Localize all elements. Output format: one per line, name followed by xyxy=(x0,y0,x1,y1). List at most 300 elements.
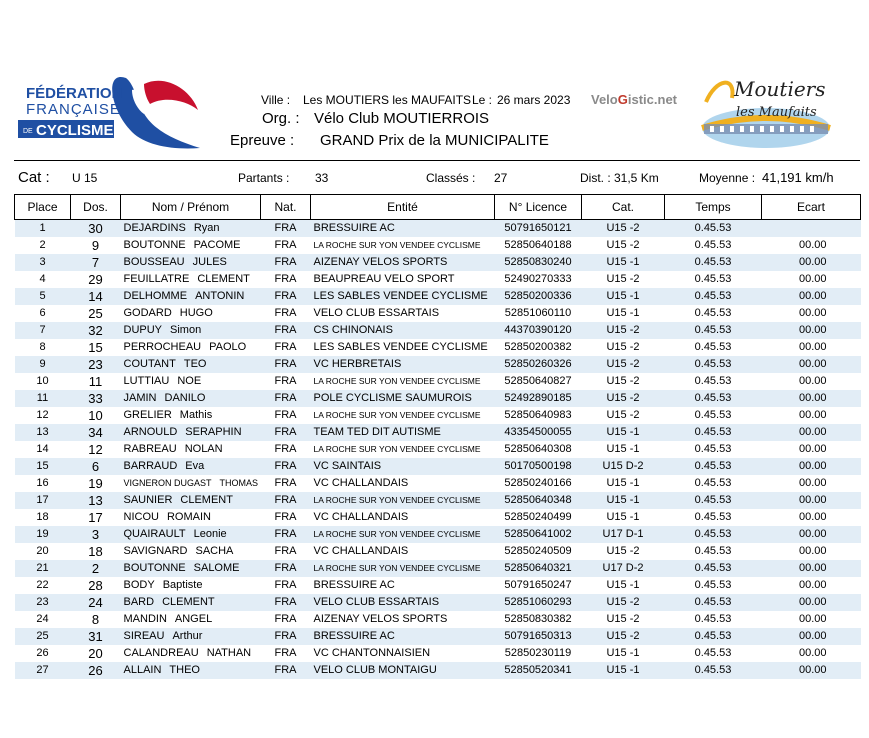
dossard-cell: 33 xyxy=(71,390,121,407)
table-row xyxy=(15,492,861,509)
last-name: PERROCHEAU xyxy=(123,341,202,353)
category-cell: U15 -2 xyxy=(582,594,665,611)
club-cell: AIZENAY VELOS SPORTS xyxy=(311,611,495,628)
table-row xyxy=(15,475,861,492)
table-row xyxy=(15,390,861,407)
category-cell: U15 D-2 xyxy=(582,458,665,475)
table-row xyxy=(15,441,861,458)
licence-cell: 44370390120 xyxy=(495,322,582,339)
time-cell: 0.45.53 xyxy=(665,492,762,509)
nationality-cell: FRA xyxy=(261,577,311,594)
place-cell: 10 xyxy=(15,373,71,390)
table-row xyxy=(15,237,861,254)
time-cell: 0.45.53 xyxy=(665,543,762,560)
moutiers-logo xyxy=(696,68,836,154)
first-name: JULES xyxy=(192,256,227,268)
first-name: THOMAS xyxy=(219,478,259,488)
club-cell: BRESSUIRE AC xyxy=(311,220,495,238)
time-cell: 0.45.53 xyxy=(665,509,762,526)
club-cell: LA ROCHE SUR YON VENDEE CYCLISME xyxy=(311,373,495,390)
time-cell: 0.45.53 xyxy=(665,373,762,390)
nationality-cell: FRA xyxy=(261,458,311,475)
first-name: Arthur xyxy=(172,630,203,642)
place-cell: 17 xyxy=(15,492,71,509)
nationality-cell: FRA xyxy=(261,662,311,679)
category-cell: U15 -1 xyxy=(582,662,665,679)
classes-label: Classés : xyxy=(426,171,476,185)
licence-cell: 52490270333 xyxy=(495,271,582,288)
category-cell: U15 -1 xyxy=(582,254,665,271)
nationality-cell: FRA xyxy=(261,628,311,645)
place-cell: 12 xyxy=(15,407,71,424)
gap-cell: 00.00 xyxy=(762,458,861,475)
place-cell: 24 xyxy=(15,611,71,628)
place-cell: 18 xyxy=(15,509,71,526)
category-cell: U15 -1 xyxy=(582,509,665,526)
category-cell: U15 -1 xyxy=(582,577,665,594)
licence-cell: 52850830382 xyxy=(495,611,582,628)
licence-cell: 52850230119 xyxy=(495,645,582,662)
nationality-cell: FRA xyxy=(261,492,311,509)
category-cell: U15 -2 xyxy=(582,237,665,254)
licence-cell: 43354500055 xyxy=(495,424,582,441)
licence-cell: 52850260326 xyxy=(495,356,582,373)
club-cell: BRESSUIRE AC xyxy=(311,628,495,645)
club-cell: POLE CYCLISME SAUMUROIS xyxy=(311,390,495,407)
last-name: SAUNIER xyxy=(123,494,173,506)
name-cell xyxy=(121,271,261,288)
licence-cell: 52850240166 xyxy=(495,475,582,492)
nationality-cell: FRA xyxy=(261,526,311,543)
nationality-cell: FRA xyxy=(261,237,311,254)
time-cell: 0.45.53 xyxy=(665,560,762,577)
name-cell xyxy=(121,424,261,441)
nationality-cell: FRA xyxy=(261,288,311,305)
column-header: Cat. xyxy=(582,195,665,220)
dossard-cell: 32 xyxy=(71,322,121,339)
place-cell: 11 xyxy=(15,390,71,407)
column-header: N° Licence xyxy=(495,195,582,220)
category-cell: U15 -1 xyxy=(582,424,665,441)
category-cell: U17 D-2 xyxy=(582,560,665,577)
epreuve-value: GRAND Prix de la MUNICIPALITE xyxy=(320,132,549,149)
category-cell: U15 -2 xyxy=(582,407,665,424)
name-cell xyxy=(121,254,261,271)
last-name: JAMIN xyxy=(123,392,157,404)
partants-value: 33 xyxy=(315,171,329,185)
place-cell: 9 xyxy=(15,356,71,373)
category-cell: U15 -2 xyxy=(582,322,665,339)
dossard-cell: 19 xyxy=(71,475,121,492)
licence-cell: 52850640983 xyxy=(495,407,582,424)
table-row xyxy=(15,271,861,288)
nationality-cell: FRA xyxy=(261,509,311,526)
name-cell xyxy=(121,288,261,305)
column-header: Nom / Prénom xyxy=(121,195,261,220)
org-value: Vélo Club MOUTIERROIS xyxy=(314,110,490,127)
last-name: VIGNERON DUGAST xyxy=(123,478,212,488)
name-cell xyxy=(121,628,261,645)
time-cell: 0.45.53 xyxy=(665,237,762,254)
place-cell: 23 xyxy=(15,594,71,611)
gap-cell: 00.00 xyxy=(762,645,861,662)
club-cell: AIZENAY VELOS SPORTS xyxy=(311,254,495,271)
category-cell: U15 -2 xyxy=(582,339,665,356)
moyenne-label: Moyenne : xyxy=(699,171,756,185)
dossard-cell: 30 xyxy=(71,220,121,238)
gap-cell: 00.00 xyxy=(762,373,861,390)
first-name: PAOLO xyxy=(209,341,247,353)
category-cell: U15 -1 xyxy=(582,288,665,305)
licence-cell: 52850200336 xyxy=(495,288,582,305)
last-name: COUTANT xyxy=(123,358,176,370)
gap-cell: 00.00 xyxy=(762,441,861,458)
table-row xyxy=(15,662,861,679)
race-summary xyxy=(14,160,860,195)
name-cell xyxy=(121,458,261,475)
last-name: NICOU xyxy=(123,511,159,523)
licence-cell: 52850520341 xyxy=(495,662,582,679)
club-cell: VC CHANTONNAISIEN xyxy=(311,645,495,662)
nationality-cell: FRA xyxy=(261,611,311,628)
licence-cell: 52850200382 xyxy=(495,339,582,356)
nationality-cell: FRA xyxy=(261,560,311,577)
first-name: Baptiste xyxy=(162,579,203,591)
gap-cell: 00.00 xyxy=(762,509,861,526)
dossard-cell: 11 xyxy=(71,373,121,390)
nationality-cell: FRA xyxy=(261,220,311,238)
name-cell xyxy=(121,526,261,543)
place-cell: 2 xyxy=(15,237,71,254)
licence-cell: 50791650247 xyxy=(495,577,582,594)
first-name: CLEMENT xyxy=(180,494,233,506)
nationality-cell: FRA xyxy=(261,407,311,424)
category-cell: U15 -2 xyxy=(582,220,665,238)
gap-cell: 00.00 xyxy=(762,424,861,441)
time-cell: 0.45.53 xyxy=(665,271,762,288)
table-row xyxy=(15,543,861,560)
gap-cell: 00.00 xyxy=(762,407,861,424)
place-cell: 27 xyxy=(15,662,71,679)
category-cell: U15 -2 xyxy=(582,628,665,645)
table-row xyxy=(15,526,861,543)
gap-cell: 00.00 xyxy=(762,611,861,628)
first-name: Mathis xyxy=(179,409,213,421)
first-name: Leonie xyxy=(193,528,227,540)
time-cell: 0.45.53 xyxy=(665,458,762,475)
licence-cell: 52850640188 xyxy=(495,237,582,254)
table-row xyxy=(15,407,861,424)
column-header: Nat. xyxy=(261,195,311,220)
dossard-cell: 34 xyxy=(71,424,121,441)
last-name: QUAIRAULT xyxy=(123,528,186,540)
first-name: ROMAIN xyxy=(166,511,211,523)
gap-cell: 00.00 xyxy=(762,356,861,373)
last-name: GODARD xyxy=(123,307,172,319)
place-cell: 1 xyxy=(15,220,71,238)
dossard-cell: 18 xyxy=(71,543,121,560)
first-name: TEO xyxy=(183,358,207,370)
first-name: PACOME xyxy=(193,239,241,251)
dossard-cell: 31 xyxy=(71,628,121,645)
table-header-row xyxy=(15,195,861,220)
licence-cell: 50791650121 xyxy=(495,220,582,238)
club-cell: VC SAINTAIS xyxy=(311,458,495,475)
dossard-cell: 6 xyxy=(71,458,121,475)
velogistic-logo: VeloGistic.net xyxy=(591,92,677,107)
category-cell: U15 -1 xyxy=(582,492,665,509)
name-cell xyxy=(121,407,261,424)
ffc-line-3: DE xyxy=(23,128,33,135)
category-cell: U15 -1 xyxy=(582,441,665,458)
first-name: Ryan xyxy=(193,222,220,234)
club-cell: LES SABLES VENDEE CYCLISME xyxy=(311,288,495,305)
last-name: BOUTONNE xyxy=(123,562,186,574)
time-cell: 0.45.53 xyxy=(665,254,762,271)
category-cell: U15 -1 xyxy=(582,475,665,492)
place-cell: 4 xyxy=(15,271,71,288)
dossard-cell: 17 xyxy=(71,509,121,526)
place-cell: 13 xyxy=(15,424,71,441)
gap-cell: 00.00 xyxy=(762,492,861,509)
last-name: GRELIER xyxy=(123,409,172,421)
licence-cell: 52850641002 xyxy=(495,526,582,543)
gap-cell: 00.00 xyxy=(762,475,861,492)
licence-cell: 52850640308 xyxy=(495,441,582,458)
club-cell: VC CHALLANDAIS xyxy=(311,543,495,560)
nationality-cell: FRA xyxy=(261,424,311,441)
time-cell: 0.45.53 xyxy=(665,356,762,373)
category-cell: U15 -2 xyxy=(582,271,665,288)
club-cell: VC CHALLANDAIS xyxy=(311,509,495,526)
time-cell: 0.45.53 xyxy=(665,577,762,594)
category-cell: U15 -1 xyxy=(582,645,665,662)
dossard-cell: 13 xyxy=(71,492,121,509)
club-cell: VC HERBRETAIS xyxy=(311,356,495,373)
gap-cell: 00.00 xyxy=(762,628,861,645)
place-cell: 19 xyxy=(15,526,71,543)
org-label: Org. : xyxy=(262,110,300,127)
licence-cell: 50170500198 xyxy=(495,458,582,475)
licence-cell: 52492890185 xyxy=(495,390,582,407)
name-cell xyxy=(121,373,261,390)
nationality-cell: FRA xyxy=(261,645,311,662)
category-cell: U15 -2 xyxy=(582,611,665,628)
table-row xyxy=(15,628,861,645)
dossard-cell: 3 xyxy=(71,526,121,543)
nationality-cell: FRA xyxy=(261,305,311,322)
last-name: BARRAUD xyxy=(123,460,178,472)
column-header: Temps xyxy=(665,195,762,220)
table-row xyxy=(15,560,861,577)
time-cell: 0.45.53 xyxy=(665,475,762,492)
first-name: SALOME xyxy=(193,562,240,574)
last-name: FEUILLATRE xyxy=(123,273,190,285)
name-cell xyxy=(121,577,261,594)
nationality-cell: FRA xyxy=(261,339,311,356)
club-cell: CS CHINONAIS xyxy=(311,322,495,339)
licence-cell: 52851060293 xyxy=(495,594,582,611)
cat-value: U 15 xyxy=(72,171,98,185)
nationality-cell: FRA xyxy=(261,594,311,611)
first-name: SACHA xyxy=(195,545,234,557)
last-name: RABREAU xyxy=(123,443,177,455)
column-header: Dos. xyxy=(71,195,121,220)
gap-cell xyxy=(762,220,861,238)
last-name: CALANDREAU xyxy=(123,647,199,659)
ville-value: Les MOUTIERS les MAUFAITS xyxy=(303,93,472,107)
first-name: ANTONIN xyxy=(195,290,245,302)
table-row xyxy=(15,458,861,475)
first-name: SERAPHIN xyxy=(185,426,242,438)
name-cell xyxy=(121,475,261,492)
club-cell: VELO CLUB MONTAIGU xyxy=(311,662,495,679)
club-cell: BEAUPREAU VELO SPORT xyxy=(311,271,495,288)
time-cell: 0.45.53 xyxy=(665,441,762,458)
name-cell xyxy=(121,662,261,679)
time-cell: 0.45.53 xyxy=(665,662,762,679)
column-header: Ecart xyxy=(762,195,861,220)
dossard-cell: 24 xyxy=(71,594,121,611)
place-cell: 8 xyxy=(15,339,71,356)
time-cell: 0.45.53 xyxy=(665,628,762,645)
licence-cell: 52850640321 xyxy=(495,560,582,577)
nationality-cell: FRA xyxy=(261,543,311,560)
last-name: DUPUY xyxy=(123,324,163,336)
nationality-cell: FRA xyxy=(261,254,311,271)
time-cell: 0.45.53 xyxy=(665,322,762,339)
place-cell: 5 xyxy=(15,288,71,305)
category-cell: U15 -1 xyxy=(582,305,665,322)
last-name: SAVIGNARD xyxy=(123,545,188,557)
ville-label: Ville : xyxy=(261,93,291,107)
last-name: LUTTIAU xyxy=(123,375,170,387)
table-row xyxy=(15,509,861,526)
table-row xyxy=(15,645,861,662)
club-cell: VC CHALLANDAIS xyxy=(311,475,495,492)
name-cell xyxy=(121,305,261,322)
time-cell: 0.45.53 xyxy=(665,288,762,305)
gap-cell: 00.00 xyxy=(762,560,861,577)
gap-cell: 00.00 xyxy=(762,577,861,594)
place-cell: 21 xyxy=(15,560,71,577)
place-cell: 22 xyxy=(15,577,71,594)
first-name: NOLAN xyxy=(184,443,223,455)
gap-cell: 00.00 xyxy=(762,339,861,356)
time-cell: 0.45.53 xyxy=(665,407,762,424)
nationality-cell: FRA xyxy=(261,373,311,390)
partants-label: Partants : xyxy=(238,171,290,185)
place-cell: 7 xyxy=(15,322,71,339)
place-cell: 15 xyxy=(15,458,71,475)
place-cell: 25 xyxy=(15,628,71,645)
place-cell: 14 xyxy=(15,441,71,458)
name-cell xyxy=(121,237,261,254)
licence-cell: 52850830240 xyxy=(495,254,582,271)
gap-cell: 00.00 xyxy=(762,526,861,543)
table-row xyxy=(15,594,861,611)
column-header: Place xyxy=(15,195,71,220)
gap-cell: 00.00 xyxy=(762,305,861,322)
table-row xyxy=(15,373,861,390)
table-row xyxy=(15,424,861,441)
gap-cell: 00.00 xyxy=(762,288,861,305)
ffc-line-2: FRANÇAISE xyxy=(26,101,121,118)
last-name: BOUSSEAU xyxy=(123,256,185,268)
name-cell xyxy=(121,339,261,356)
name-cell xyxy=(121,220,261,238)
table-row xyxy=(15,611,861,628)
moyenne-value: 41,191 km/h xyxy=(762,170,834,185)
dossard-cell: 29 xyxy=(71,271,121,288)
club-cell: LES SABLES VENDEE CYCLISME xyxy=(311,339,495,356)
club-cell: LA ROCHE SUR YON VENDEE CYCLISME xyxy=(311,237,495,254)
ffc-line-4: CYCLISME xyxy=(36,122,114,139)
club-cell: LA ROCHE SUR YON VENDEE CYCLISME xyxy=(311,407,495,424)
distance: Dist. : 31,5 Km xyxy=(580,171,659,185)
place-cell: 3 xyxy=(15,254,71,271)
last-name: DELHOMME xyxy=(123,290,188,302)
last-name: MANDIN xyxy=(123,613,167,625)
club-cell: BRESSUIRE AC xyxy=(311,577,495,594)
time-cell: 0.45.53 xyxy=(665,220,762,238)
dossard-cell: 2 xyxy=(71,560,121,577)
club-cell: LA ROCHE SUR YON VENDEE CYCLISME xyxy=(311,441,495,458)
name-cell xyxy=(121,390,261,407)
nationality-cell: FRA xyxy=(261,322,311,339)
place-cell: 16 xyxy=(15,475,71,492)
name-cell xyxy=(121,645,261,662)
gap-cell: 00.00 xyxy=(762,390,861,407)
table-row xyxy=(15,220,861,238)
club-cell: VELO CLUB ESSARTAIS xyxy=(311,305,495,322)
table-row xyxy=(15,288,861,305)
time-cell: 0.45.53 xyxy=(665,390,762,407)
last-name: BARD xyxy=(123,596,155,608)
name-cell xyxy=(121,509,261,526)
licence-cell: 52850240499 xyxy=(495,509,582,526)
dossard-cell: 7 xyxy=(71,254,121,271)
ffc-logo xyxy=(14,70,210,160)
time-cell: 0.45.53 xyxy=(665,424,762,441)
name-cell xyxy=(121,611,261,628)
time-cell: 0.45.53 xyxy=(665,339,762,356)
dossard-cell: 28 xyxy=(71,577,121,594)
time-cell: 0.45.53 xyxy=(665,645,762,662)
time-cell: 0.45.53 xyxy=(665,305,762,322)
club-cell: LA ROCHE SUR YON VENDEE CYCLISME xyxy=(311,492,495,509)
name-cell xyxy=(121,594,261,611)
name-cell xyxy=(121,356,261,373)
licence-cell: 52850640348 xyxy=(495,492,582,509)
dossard-cell: 23 xyxy=(71,356,121,373)
first-name: CLEMENT xyxy=(197,273,250,285)
club-cell: VELO CLUB ESSARTAIS xyxy=(311,594,495,611)
time-cell: 0.45.53 xyxy=(665,611,762,628)
dossard-cell: 14 xyxy=(71,288,121,305)
column-header: Entité xyxy=(311,195,495,220)
moutiers-logo-text-1: Moutiers xyxy=(734,77,826,101)
first-name: DANILO xyxy=(164,392,206,404)
first-name: HUGO xyxy=(179,307,213,319)
place-cell: 20 xyxy=(15,543,71,560)
last-name: ARNOULD xyxy=(123,426,178,438)
moutiers-logo-text-2: les Maufaits xyxy=(736,105,817,120)
nationality-cell: FRA xyxy=(261,441,311,458)
first-name: ANGEL xyxy=(174,613,213,625)
first-name: Eva xyxy=(185,460,205,472)
results-table xyxy=(14,194,861,679)
